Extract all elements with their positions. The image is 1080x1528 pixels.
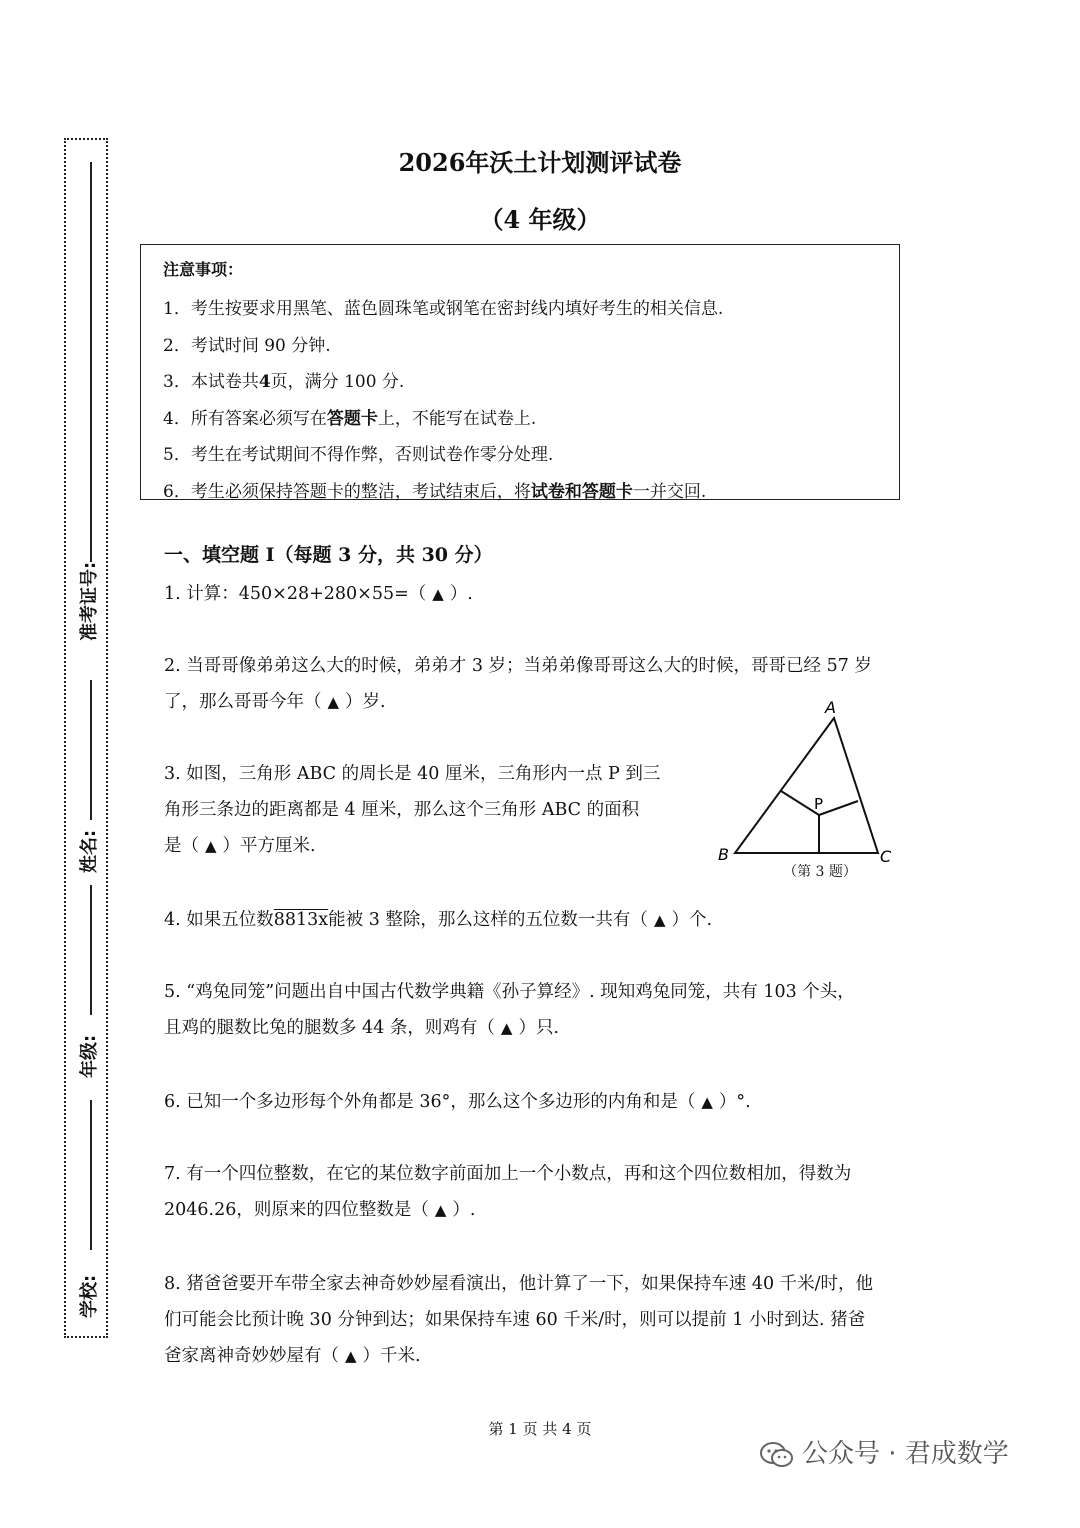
notice-item: 3．本试卷共4页，满分 100 分. <box>163 372 405 392</box>
notice-item: 6．考生必须保持答题卡的整洁，考试结束后，将试卷和答题卡一并交回. <box>163 481 707 502</box>
triangle-figure <box>710 695 910 890</box>
question-1: 1. 计算：450×28+280×55=（ ▲ ）. <box>164 584 473 604</box>
notice-item: 1．考生按要求用黑笔、蓝色圆珠笔或钢笔在密封线内填好考生的相关信息. <box>163 299 724 319</box>
name-line <box>90 680 92 820</box>
label-b: B <box>718 845 729 864</box>
school-line <box>90 1100 92 1250</box>
grade-label: 年级: <box>79 1034 100 1078</box>
question-8: 8. 猪爸爸要开车带全家去神奇妙妙屋看演出，他计算了一下，如果保持车速 40 千米/时，他 们可能会比预计晚 30 分钟到达；如果保持车速 60 千米/时，则可以提前 1 小时到达. 猪爸 爸家离神奇妙妙屋有（ ▲ ）千米. <box>164 1274 874 1366</box>
watermark-text: 公众号 · 君成数学 <box>802 1439 1009 1469</box>
exam-subtitle: （4 年级） <box>479 205 601 234</box>
grade-line <box>90 885 92 1015</box>
question-6: 6. 已知一个多边形每个外角都是 36°，那么这个多边形的内角和是（ ▲ ）°. <box>164 1092 751 1112</box>
page-footer: 第 1 页 共 4 页 <box>488 1420 592 1438</box>
exam-title: 2026年沃土计划测评试卷 <box>398 148 682 177</box>
notice-item: 5．考生在考试期间不得作弊，否则试卷作零分处理. <box>163 445 554 465</box>
notice-heading: 注意事项： <box>163 260 244 279</box>
question-7: 7. 有一个四位整数，在它的某位数字前面加上一个小数点，再和这个四位数相加，得数为 2046.26，则原来的四位整数是（ ▲ ）. <box>164 1164 852 1220</box>
overline-number: 8813x <box>273 910 329 930</box>
name-label: 姓名: <box>79 829 100 873</box>
question-4: 4. 如果五位数8813x能被 3 整除，那么这样的五位数一共有（ ▲ ）个. <box>164 910 713 930</box>
question-3: 3. 如图，三角形 ABC 的周长是 40 厘米，三角形内一点 P 到三 角形三条边的距离都是 4 厘米，那么这个三角形 ABC 的面积 是（ ▲ ）平方厘米. <box>164 764 661 856</box>
notice-box <box>140 244 900 500</box>
figure-caption: （第 3 题） <box>783 864 857 880</box>
notice-item: 4．所有答案必须写在答题卡上，不能写在试卷上. <box>163 408 537 429</box>
label-p: P <box>814 795 824 813</box>
triangle-abc <box>735 718 878 853</box>
perpendicular-ac <box>819 801 858 815</box>
exam-id-label: 准考证号: <box>79 561 100 641</box>
watermark <box>760 1433 1009 1470</box>
binding-margin <box>64 138 108 1338</box>
question-2: 2. 当哥哥像弟弟这么大的时候，弟弟才 3 岁；当弟弟像哥哥这么大的时候，哥哥已经 57 岁 了，那么哥哥今年（ ▲ ）岁. <box>164 656 872 712</box>
question-5: 5. “鸡兔同笼”问题出自中国古代数学典籍《孙子算经》. 现知鸡兔同笼，共有 103 个头， 且鸡的腿数比兔的腿数多 44 条，则鸡有（ ▲ ）只. <box>164 982 855 1038</box>
label-c: C <box>880 847 892 865</box>
wechat-icon <box>760 1441 794 1469</box>
triangle-diagram <box>710 695 910 865</box>
school-label: 学校: <box>79 1274 100 1318</box>
section-title: 一、填空题 I（每题 3 分，共 30 分） <box>164 544 493 566</box>
notice-item: 2．考试时间 90 分钟. <box>163 335 331 356</box>
label-a: A <box>825 698 836 717</box>
